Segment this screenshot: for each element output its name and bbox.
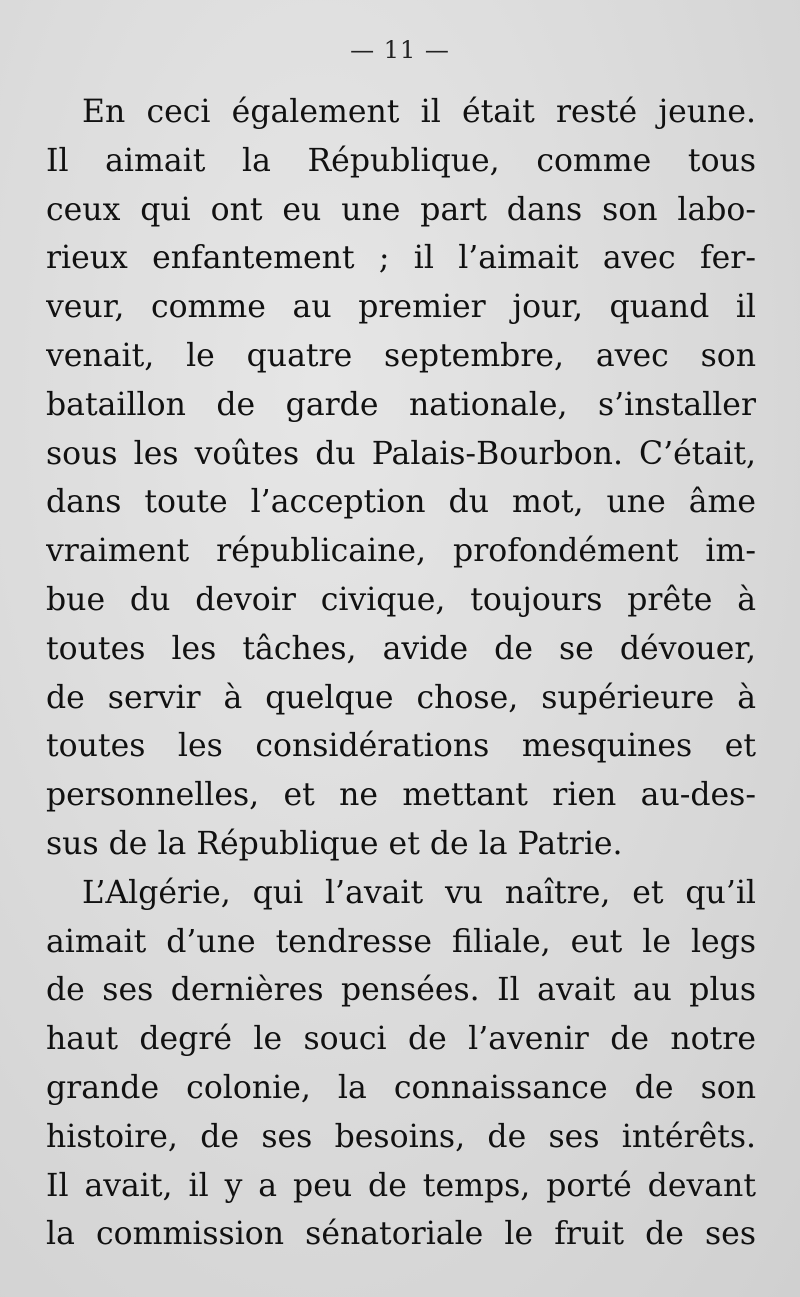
- text-line: vraiment républicaine, profondément im-: [46, 533, 756, 570]
- text-line: rieux enfantement ; il l’aimait avec fer-: [46, 240, 756, 277]
- text-line: sus de la République et de la Patrie.: [46, 825, 623, 862]
- text-line: Il avait, il y a peu de temps, porté devant: [46, 1167, 756, 1204]
- text-line: bue du devoir civique, toujours prête à: [46, 581, 756, 618]
- text-line: histoire, de ses besoins, de ses intérêts.: [46, 1118, 756, 1155]
- paragraph-2: [46, 869, 756, 1259]
- text-line: de ses dernières pensées. Il avait au plus: [46, 972, 756, 1009]
- page-number: — 11 —: [350, 36, 450, 64]
- text-line: sous les voûtes du Palais-Bourbon. C’était,: [46, 435, 756, 472]
- text-line: haut degré le souci de l’avenir de notre: [46, 1021, 756, 1058]
- text-line: veur, comme au premier jour, quand il: [46, 289, 756, 326]
- text-line: de servir à quelque chose, supérieure à: [46, 679, 756, 716]
- text-line: grande colonie, la connaissance de son: [46, 1069, 756, 1106]
- paragraph-1: [46, 88, 756, 869]
- text-line: personnelles, et ne mettant rien au-des-: [46, 777, 756, 814]
- text-line: venait, le quatre septembre, avec son: [46, 337, 756, 374]
- text-line: toutes les considérations mesquines et: [46, 728, 756, 765]
- text-line: dans toute l’acception du mot, une âme: [46, 484, 756, 521]
- text-line: aimait d’une tendresse filiale, eut le legs: [46, 923, 756, 960]
- text-line: ceux qui ont eu une part dans son labo-: [46, 191, 756, 228]
- body-text: [46, 88, 756, 1259]
- text-line: Il aimait la République, comme tous: [46, 142, 756, 179]
- text-line: L’Algérie, qui l’avait vu naître, et qu’il: [82, 874, 756, 911]
- text-line: la commission sénatoriale le fruit de ses: [46, 1216, 756, 1253]
- text-line: En ceci également il était resté jeune.: [82, 94, 756, 130]
- text-line: bataillon de garde nationale, s’installer: [46, 386, 756, 423]
- text-line: toutes les tâches, avide de se dévouer,: [46, 630, 756, 667]
